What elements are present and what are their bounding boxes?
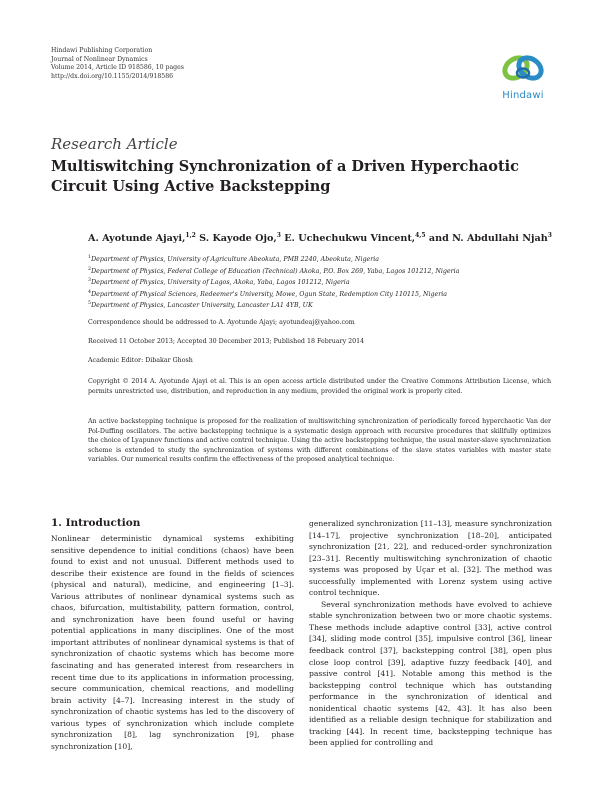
affiliation-item	[88, 288, 459, 300]
affiliation-item	[88, 276, 459, 288]
doi-link[interactable]: http://dx.doi.org/10.1155/2014/918586	[51, 72, 174, 80]
publication-info	[51, 47, 184, 81]
dates-line: Received 11 October 2013; Accepted 30 December 2013; Published 18 February 2014	[88, 338, 365, 345]
correspondence-line: Correspondence should be addressed to A. Ayotunde Ajayi; ayotundeaj@yahoo.com	[88, 319, 355, 326]
publisher-name: Hindawi Publishing Corporation	[51, 47, 153, 54]
author-name: S. Kayode Ojo,	[195, 233, 277, 244]
affiliation-text: Department of Physics, University of Agriculture Abeokuta, PMB 2240, Abeokuta, Nigeria	[91, 256, 379, 263]
article-type: Research Article	[51, 135, 178, 153]
author-name: and N. Abdullahi Njah	[425, 233, 548, 244]
affiliation-text: Department of Physics, University of Lagos, Akoka, Yaba, Lagos 101212, Nigeria	[91, 279, 350, 287]
copyright-notice: Copyright © 2014 A. Ayotunde Ajayi et al. This is an open access article distributed under the Creative Commons Attribution License, which permits unrestricted use, distribution, and reproduction in any medium, provided the original work is properly cited.	[88, 378, 551, 395]
affiliation-number: 2	[88, 266, 92, 272]
body-paragraph: generalized synchronization [11–13], measure synchronization [14–17], projective synchronization [18–20], anticipated synchronization [21, 22], and reduced-order synchronization [23–31]. Recently multiswitching synchronization of chaotic systems was proposed by Uçar et al. [32]. The method was successfully implemented with Lorenz system using active control technique.	[309, 519, 552, 598]
hindawi-logo-text: Hindawi	[502, 90, 544, 101]
author-affiliation-marker: 3	[276, 232, 281, 239]
body-column-right	[309, 518, 552, 749]
affiliation-list	[88, 253, 459, 311]
author-affiliation-marker: 4,5	[415, 232, 426, 239]
affiliation-number: 3	[88, 278, 92, 284]
affiliation-text: Department of Physics, Federal College of Education (Technical) Akoka, P.O. Box 269, Yaba, Lagos 101212, Nigeria	[91, 267, 460, 275]
affiliation-number: 5	[88, 301, 92, 307]
author-affiliation-marker: 1,2	[185, 232, 196, 239]
affiliation-number: 4	[88, 289, 92, 295]
affiliation-item	[88, 299, 459, 311]
volume-info: Volume 2014, Article ID 918586, 10 pages	[51, 64, 184, 72]
body-paragraph: Several synchronization methods have evolved to achieve stable synchronization between two or more chaotic systems. These methods include adaptive control [33], active control [34], sliding mode control [35], impulsive control [36], linear feedback control [37], backstepping control [38], open plus close loop control [39], adaptive fuzzy feedback [40], and passive control [41]. Notable among this method is the backstepping control technique which has outstanding performance in the synchronization of identical and nonidentical chaotic systems [42, 43]. It has also been identified as a reliable design technique for stabilization and tracking [44]. In recent time, backstepping technique has been applied for controlling and	[309, 599, 552, 748]
author-affiliation-marker: 3	[547, 232, 552, 239]
affiliation-item	[88, 253, 459, 265]
affiliation-item	[88, 265, 459, 277]
paper-title: Multiswitching Synchronization of a Driven Hyperchaotic Circuit Using Active Backstepping	[51, 158, 520, 195]
affiliation-text: Department of Physical Sciences, Redeemer's University, Mowe, Ogun State, Redemption City 110115, Nigeria	[91, 290, 448, 298]
author-name: A. Ayotunde Ajayi,	[88, 233, 186, 244]
author-name: E. Uchechukwu Vincent,	[280, 233, 416, 244]
section-heading: 1. Introduction	[51, 517, 141, 529]
affiliation-text: Department of Physics, Lancaster University, Lancaster LA1 4YB, UK	[91, 302, 313, 310]
journal-name: Journal of Nonlinear Dynamics	[51, 55, 148, 63]
body-paragraph: Nonlinear deterministic dynamical systems exhibiting sensitive dependence to initial conditions (chaos) have been found to exist and not unusual. Different methods used to describe their existence are found in the fields of sciences (physical and natural), medicine, and engineering [1–3]. Various attributes of nonlinear dynamical systems such as chaos, bifurcation, multistability, pattern formation, control, and synchronization have been found useful or having potential applications in many disciplines. One of the most important attributes of nonlinear dynamical systems is that of synchronization of chaotic systems which has become more fascinating and has generated interest from researchers in recent time due to its applications in information processing, secure communication, chemical reactions, and modelling brain activity [4–7]. Increasing interest in the study of synchronization of chaotic systems has led to the discovery of various types of synchronization which include complete synchronization [8], lag synchronization [9], phase synchronization [10],	[51, 534, 294, 751]
editor-line: Academic Editor: Dibakar Ghosh	[88, 357, 193, 364]
body-column-left	[51, 533, 294, 752]
affiliation-number: 1	[88, 255, 92, 260]
abstract: An active backstepping technique is proposed for the realization of multiswitching synchronization of periodically forced hyperchaotic Van der Pol-Duffing oscillators. The active backstepping technique is a systematic design approach with recursive procedures that skillfully optimizes the choice of Lyapunov functions and active control technique. Using the active backstepping technique, the usual master-slave synchronization scheme is extended to study the synchronization of systems with different combinations of the slave states variables with master state variables. Our numerical results confirm the effectiveness of the proposed analytical technique.	[88, 418, 551, 464]
author-list	[88, 232, 552, 244]
